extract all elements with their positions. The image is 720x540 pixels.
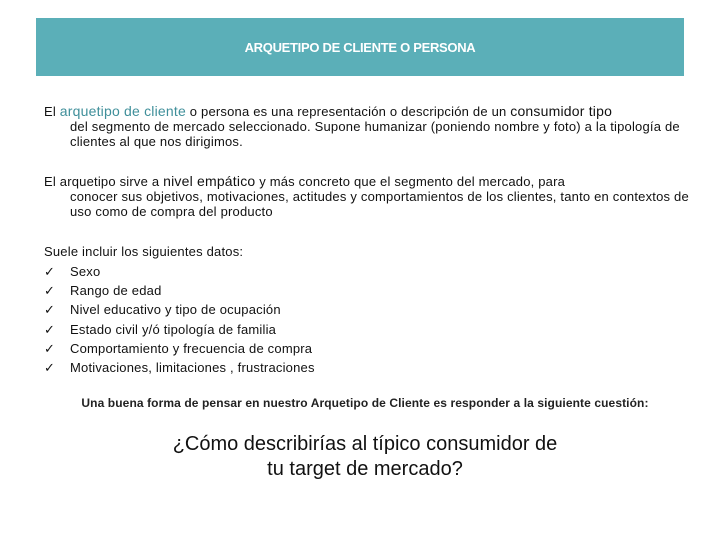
list-item-label: Comportamiento y frecuencia de compra (70, 340, 313, 356)
highlight-term: consumidor tipo (510, 103, 613, 119)
list-item-label: Nivel educativo y tipo de ocupación (70, 302, 281, 318)
list-item (44, 281, 315, 300)
list-intro: Suele incluir los siguientes datos: (44, 244, 244, 259)
list-item-label: Estado civil y/ó tipología de familia (70, 321, 277, 337)
paragraph-text: El (44, 104, 60, 119)
list-item (44, 300, 315, 319)
paragraph-text: o persona es una representación o descripción de un (185, 104, 511, 119)
paragraph-definition (44, 104, 694, 149)
list-item (44, 262, 315, 281)
question-line: ¿Cómo describirías al típico consumidor de (172, 433, 558, 455)
list-item (44, 358, 315, 377)
paragraph-continuation: conocer sus objetivos, motivaciones, actitudes y comportamientos de los clientes, tanto en contextos de uso como de compra del producto (70, 189, 689, 219)
question-line: tu target de mercado? (267, 458, 463, 480)
checkmark-icon: ✓ (44, 302, 56, 318)
checkmark-icon: ✓ (44, 283, 56, 299)
highlight-term: nivel empático (163, 173, 256, 189)
question-intro: Una buena forma de pensar en nuestro Arquetipo de Cliente es responder a la siguiente cuestión: (81, 396, 649, 410)
list-item-label: Motivaciones, limitaciones , frustraciones (70, 360, 315, 376)
paragraph-continuation: del segmento de mercado seleccionado. Supone humanizar (poniendo nombre y foto) a la tipología de clientes al que nos dirigimos. (70, 119, 680, 149)
paragraph-text: y más concreto que el segmento del mercado, para (255, 174, 566, 189)
paragraph-text: El arquetipo sirve a (44, 174, 164, 189)
data-list (44, 262, 315, 377)
highlight-term: arquetipo de cliente (59, 103, 186, 119)
paragraph-purpose (44, 174, 694, 219)
list-item-label: Rango de edad (70, 283, 162, 299)
checkmark-icon: ✓ (44, 321, 56, 337)
list-item (44, 320, 315, 339)
list-item-label: Sexo (70, 264, 101, 279)
header-banner (36, 18, 684, 76)
key-question (0, 432, 720, 482)
checkmark-icon: ✓ (44, 360, 56, 376)
checkmark-icon: ✓ (44, 264, 56, 279)
checkmark-icon: ✓ (44, 340, 56, 356)
list-item (44, 339, 315, 358)
page-title: ARQUETIPO DE CLIENTE O PERSONA (244, 39, 476, 55)
